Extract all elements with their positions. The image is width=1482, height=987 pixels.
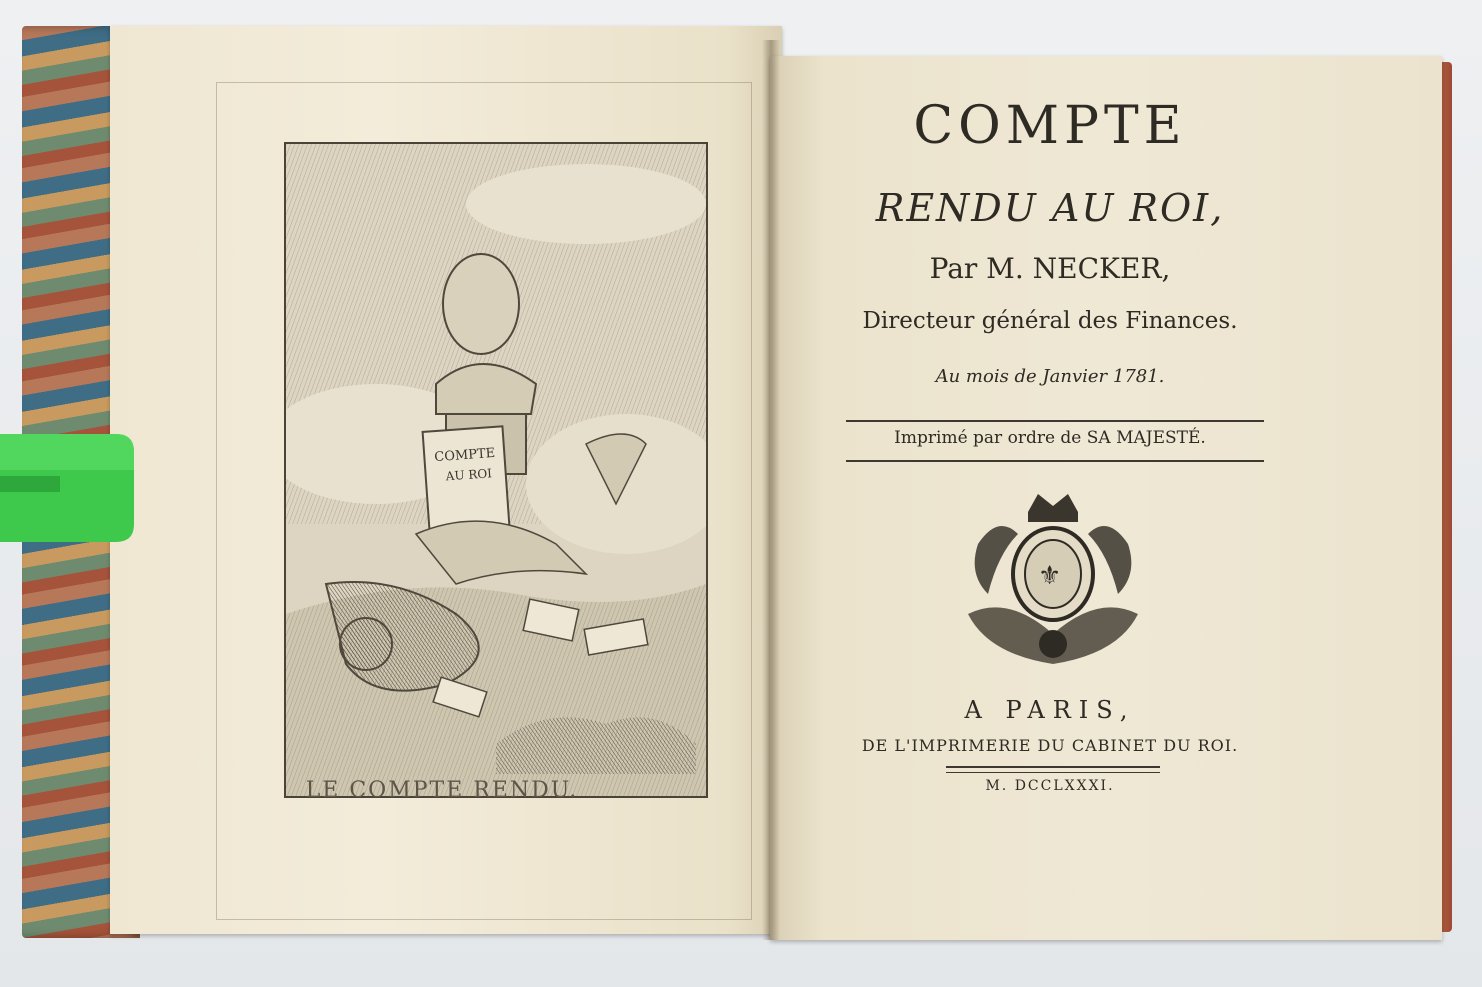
green-clip: [0, 430, 134, 546]
printer-line: DE L'IMPRIMERIE DU CABINET DU ROI.: [861, 736, 1239, 755]
rule-year-bottom: [946, 772, 1160, 773]
rule-top: [846, 420, 1264, 422]
title-line-compte: COMPTE: [913, 96, 1187, 156]
rule-year-top: [946, 766, 1160, 768]
engraving-sign-line1: COMPTE: [433, 445, 496, 466]
engraving-drawing: [286, 144, 706, 796]
year-line: M. DCCLXXXI.: [985, 778, 1115, 794]
author-line: Par M. NECKER,: [929, 252, 1171, 285]
place-line: A PARIS,: [964, 696, 1136, 724]
author-title-line: Directeur général des Finances.: [862, 308, 1238, 334]
svg-text:⚜: ⚜: [1038, 561, 1062, 591]
book-gutter: [762, 40, 780, 940]
engraving-sign-line2: AU ROI: [445, 466, 493, 484]
rule-bottom: [846, 460, 1264, 462]
title-line-rendu: RENDU AU ROI,: [875, 186, 1225, 230]
date-line: Au mois de Janvier 1781.: [935, 366, 1165, 387]
royal-arms-vignette: [958, 484, 1148, 680]
imprint-note: Imprimé par ordre de SA MAJESTÉ.: [894, 428, 1206, 448]
frontispiece-caption: LE COMPTE RENDU.: [305, 778, 579, 803]
engraving-illustration: [284, 142, 708, 798]
